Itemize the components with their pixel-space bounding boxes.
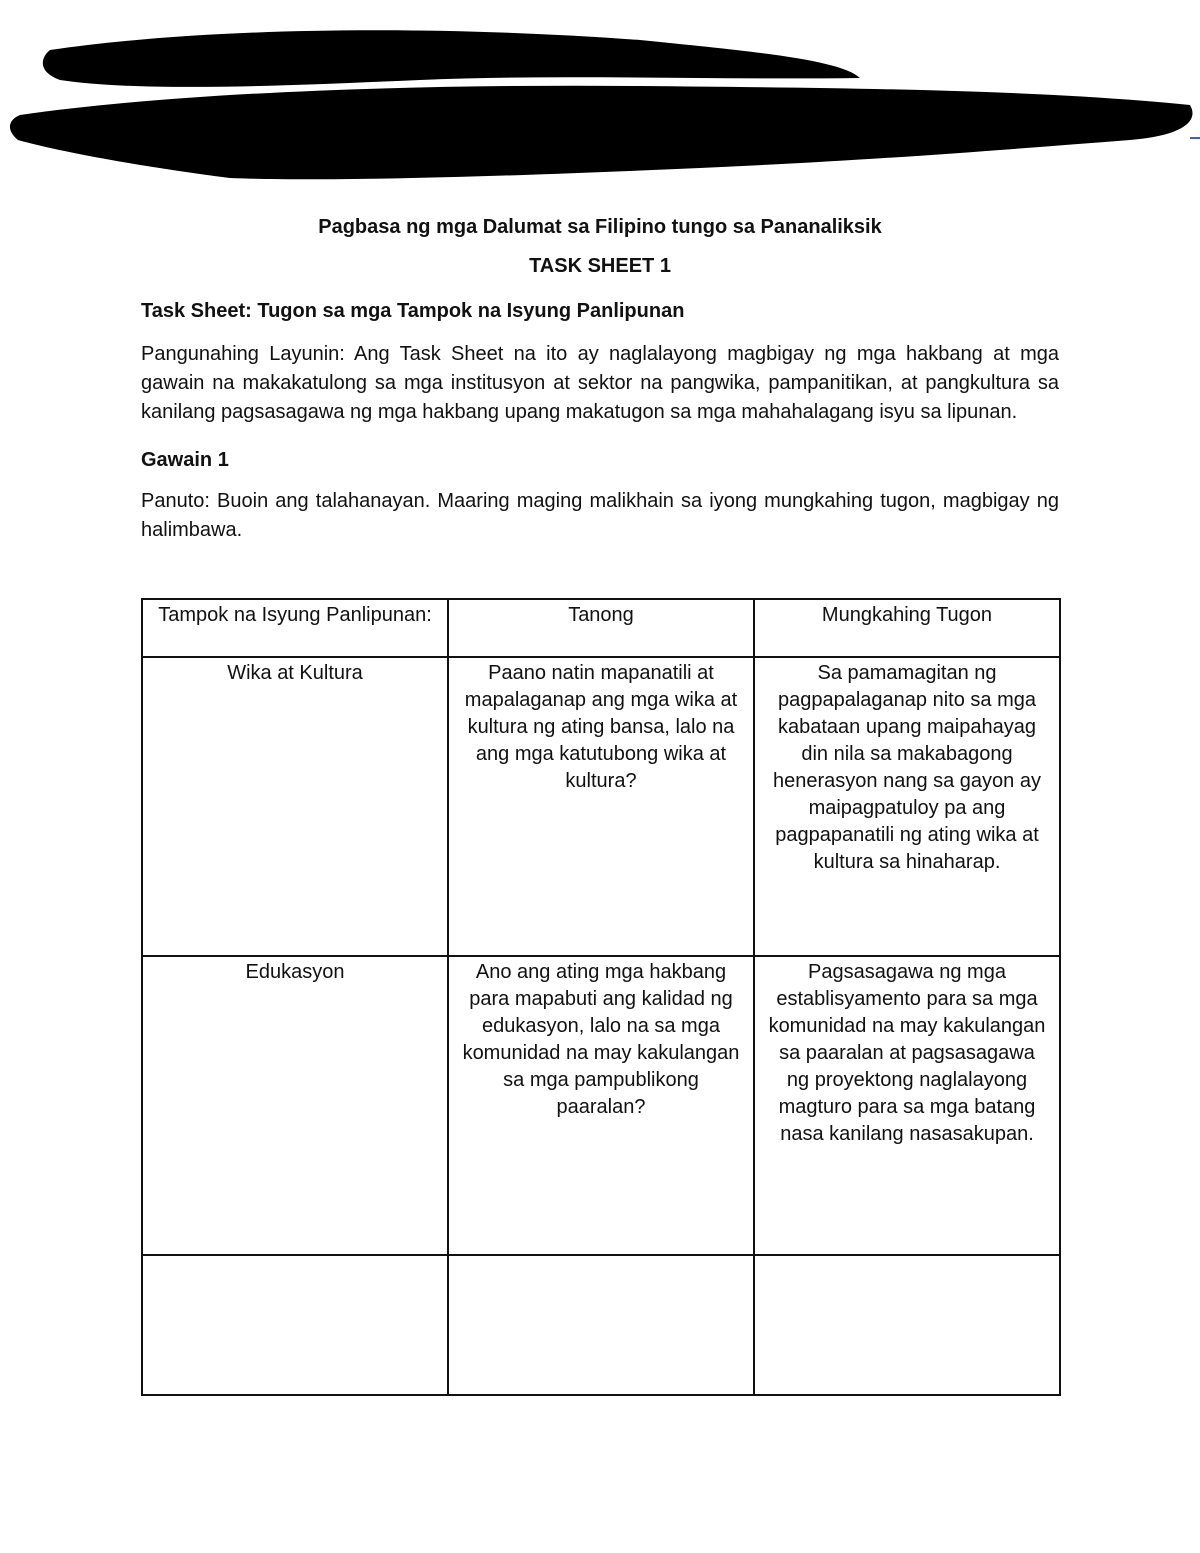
document-body	[141, 210, 1059, 545]
table-row	[142, 956, 1060, 1255]
cell-response-empty[interactable]	[754, 1255, 1060, 1395]
cell-response: Pagsasagawa ng mga establisyamento para sa mga komunidad na may kakulangan sa paaralan at pagsasagawa ng proyektong naglalayong magturo para sa mga batang nasa kanilang nasasakupan.	[754, 956, 1060, 1255]
response-table	[141, 598, 1061, 1396]
cell-question-empty[interactable]	[448, 1255, 754, 1395]
table-row-empty	[142, 1255, 1060, 1395]
header-response: Mungkahing Tugon	[754, 599, 1060, 657]
instruction-paragraph: Panuto: Buoin ang talahanayan. Maaring maging malikhain sa iyong mungkahing tugon, magbigay ng halimbawa.	[141, 490, 1059, 541]
table-row	[142, 657, 1060, 956]
cell-question: Ano ang ating mga hakbang para mapabuti ang kalidad ng edukasyon, lalo na sa mga komunidad na may kakulangan sa mga pampublikong paaralan?	[448, 956, 754, 1255]
header-question: Tanong	[448, 599, 754, 657]
table-header-row	[142, 599, 1060, 657]
redaction-marks	[0, 0, 1200, 200]
cell-issue: Wika at Kultura	[142, 657, 448, 956]
document-title: Pagbasa ng mga Dalumat sa Filipino tungo sa Pananaliksik	[318, 216, 882, 238]
objective-paragraph: Pangunahing Layunin: Ang Task Sheet na ito ay naglalayong magbigay ng mga hakbang at mga gawain na makakatulong sa mga institusyon at sektor na pangwika, pampanitikan, at pangkultura sa kanilang pagsasagawa ng mga hakbang upang makatugon sa mga mahahalagang isyu sa lipunan.	[141, 343, 1059, 423]
cell-issue-empty[interactable]	[142, 1255, 448, 1395]
cell-issue: Edukasyon	[142, 956, 448, 1255]
gawain-heading: Gawain 1	[141, 449, 229, 471]
task-sheet-label: TASK SHEET 1	[529, 255, 671, 277]
redaction-stroke-top	[43, 30, 860, 87]
task-heading: Task Sheet: Tugon sa mga Tampok na Isyung Panlipunan	[141, 300, 685, 322]
cell-response: Sa pamamagitan ng pagpapalaganap nito sa mga kabataan upang maipahayag din nila sa makabagong henerasyon nang sa gayon ay maipagpatuloy pa ang pagpapanatili ng ating wika at kultura sa hinaharap.	[754, 657, 1060, 956]
cell-question: Paano natin mapanatili at mapalaganap ang mga wika at kultura ng ating bansa, lalo na ang mga katutubong wika at kultura?	[448, 657, 754, 956]
header-issue: Tampok na Isyung Panlipunan:	[142, 599, 448, 657]
